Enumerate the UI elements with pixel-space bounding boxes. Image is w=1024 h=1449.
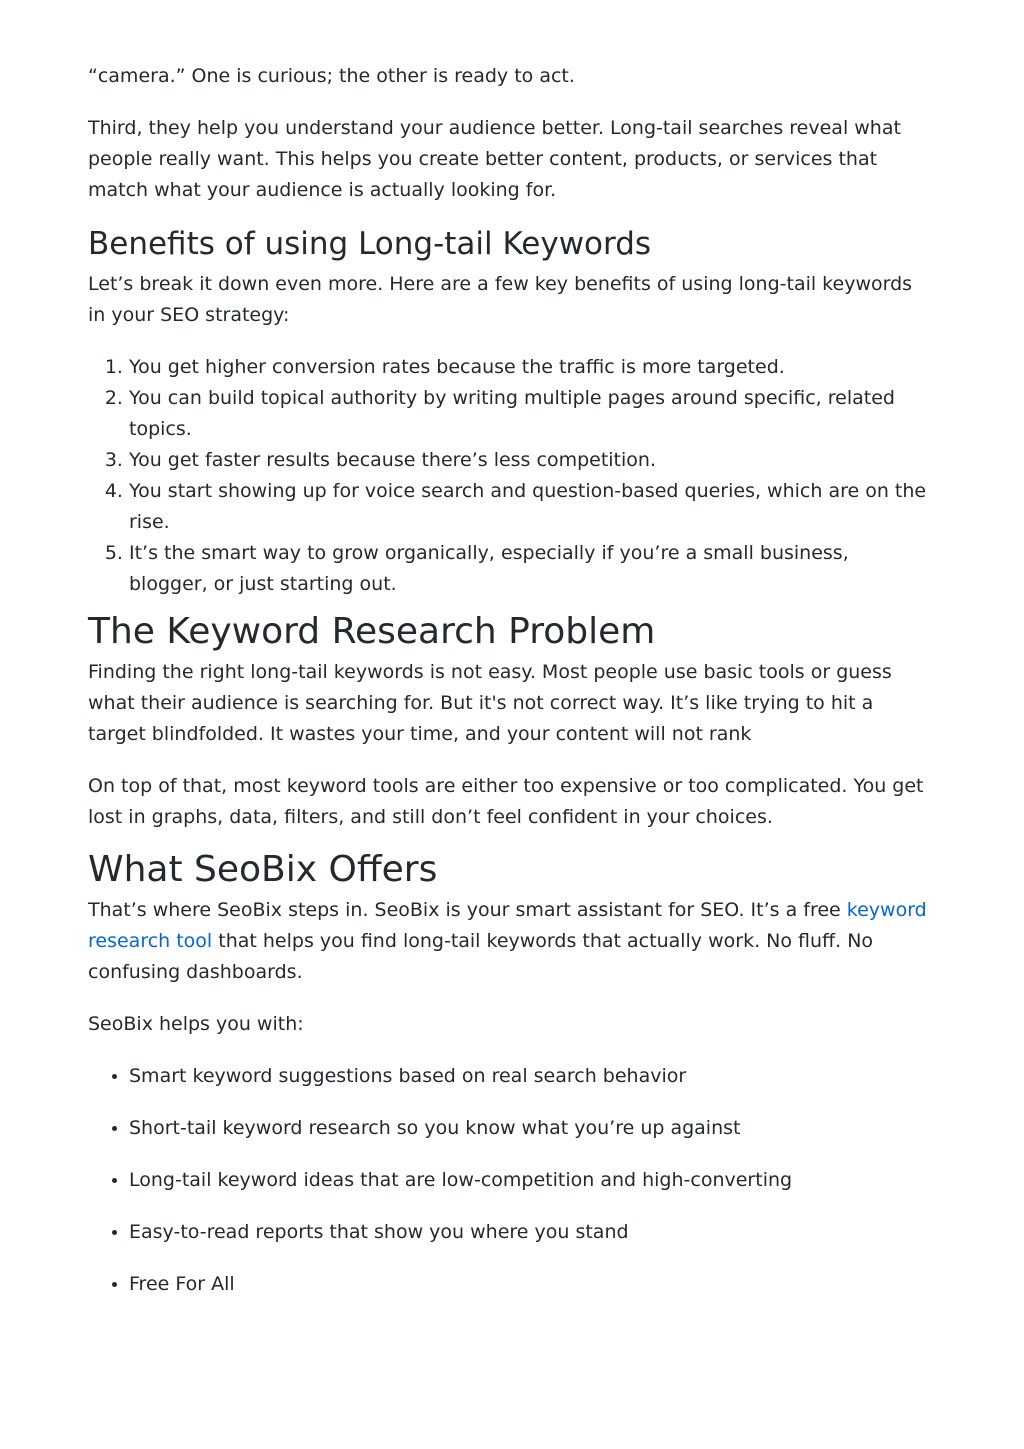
- offers-list-item: • Easy-to-read reports that show you where you stand: [129, 1217, 928, 1248]
- offers-list-item: • Free For All: [129, 1269, 928, 1300]
- benefits-list: [88, 352, 928, 600]
- intro-continuation: “camera.” One is curious; the other is ready to act.: [88, 65, 575, 87]
- benefits-intro: Let’s break it down even more. Here are a few key benefits of using long-tail keywords in your SEO strategy:: [88, 273, 913, 326]
- intro-third-point: Third, they help you understand your audience better. Long-tail searches reveal what people really want. This helps you create better content, products, or services that match what your audience is actually looking for.: [88, 117, 901, 201]
- offers-intro-before-link: That’s where SeoBix steps in. SeoBix is your smart assistant for SEO. It’s a free: [88, 899, 847, 921]
- offers-intro-after-link: that helps you find long-tail keywords that actually work. No fluff. No confusing dashboards.: [88, 930, 874, 983]
- offers-list-item: • Short-tail keyword research so you know what you’re up against: [129, 1113, 928, 1144]
- offers-list: [88, 1061, 928, 1300]
- offers-heading: What SeoBix Offers: [88, 849, 438, 890]
- offers-list-item: • Smart keyword suggestions based on real search behavior: [129, 1061, 928, 1092]
- benefits-heading: Benefits of using Long-tail Keywords: [88, 226, 652, 262]
- keyword-research-tool-link[interactable]: keyword research tool: [88, 899, 927, 952]
- article-body: [88, 61, 928, 1316]
- benefits-list-item: 4. You start showing up for voice search and question-based queries, which are on the rise.: [129, 476, 928, 538]
- problem-paragraph-2: On top of that, most keyword tools are either too expensive or too complicated. You get lost in graphs, data, filters, and still don’t feel confident in your choices.: [88, 775, 924, 828]
- benefits-list-item: 5. It’s the smart way to grow organically, especially if you’re a small business, blogger, or just starting out.: [129, 538, 928, 600]
- offers-intro: [88, 895, 928, 988]
- benefits-list-item: 2. You can build topical authority by writing multiple pages around specific, related topics.: [129, 383, 928, 445]
- offers-list-item: • Long-tail keyword ideas that are low-competition and high-converting: [129, 1165, 928, 1196]
- problem-heading: The Keyword Research Problem: [88, 611, 656, 652]
- benefits-list-item: 3. You get faster results because there’s less competition.: [129, 445, 928, 476]
- problem-paragraph-1: Finding the right long-tail keywords is not easy. Most people use basic tools or guess what their audience is searching for. But it's not correct way. It’s like trying to hit a target blindfolded. It wastes your time, and your content will not rank: [88, 661, 892, 745]
- offers-helps-with: SeoBix helps you with:: [88, 1013, 304, 1035]
- benefits-list-item: 1. You get higher conversion rates because the traffic is more targeted.: [129, 352, 928, 383]
